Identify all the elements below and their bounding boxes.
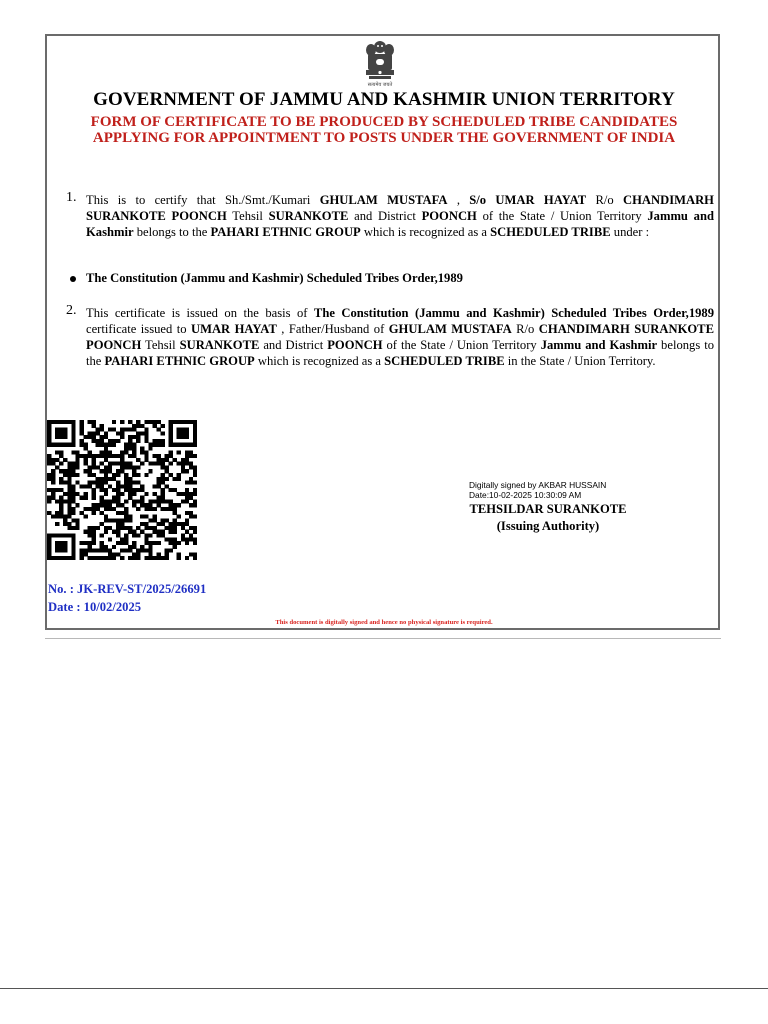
qr-code-icon	[47, 420, 197, 560]
paragraph-1-number: 1.	[66, 190, 77, 205]
certificate-number: No. : JK-REV-ST/2025/26691	[48, 582, 207, 596]
candidate-relation: S/o UMAR HAYAT	[469, 193, 587, 207]
subtitle-line-1: FORM OF CERTIFICATE TO BE PRODUCED BY SCHEDULED TRIBE CANDIDATES	[90, 114, 678, 130]
signed-by-text: Digitally signed by AKBAR HUSSAIN	[469, 480, 607, 490]
digital-signature-info	[469, 480, 606, 500]
paragraph-2-number: 2.	[66, 303, 77, 318]
certificate-date: Date : 10/02/2025	[48, 600, 142, 614]
basis-order: The Constitution (Jammu and Kashmir) Scheduled Tribes Order,1989	[313, 306, 715, 320]
paragraph-2: This certificate is issued on the basis of The Constitution (Jammu and Kashmir) Scheduled Tribes Order,1989 certificate issued to UMAR HAYAT , Father/Husband of GHULAM MUSTAFA R/o CHANDIMARH SURANKOTE POONCH Tehsil SURANKOTE and District POONCH of the State / Union Territory Jammu and Kashmir belongs to the PAHARI ETHNIC GROUP which is recognized as a SCHEDULED TRIBE in the State / Union Territory.	[86, 306, 715, 368]
candidate-district: POONCH	[421, 209, 477, 223]
digital-signature-note: This document is digitally signed and hence no physical signature is required.	[275, 619, 493, 626]
tribes-order: The Constitution (Jammu and Kashmir) Scheduled Tribes Order,1989	[86, 271, 463, 285]
paragraph-1: This is to certify that Sh./Smt./Kumari GHULAM MUSTAFA , S/o UMAR HAYAT R/o CHANDIMARH SURANKOTE POONCH Tehsil SURANKOTE and District POONCH of the State / Union Territory Jammu and Kashmir belongs to the PAHARI ETHNIC GROUP which is recognized as a SCHEDULED TRIBE under :	[86, 193, 714, 239]
certificate-subtitle	[0, 114, 768, 146]
district-2: POONCH	[327, 338, 383, 352]
government-title: GOVERNMENT OF JAMMU AND KASHMIR UNION TERRITORY	[93, 89, 675, 110]
issuing-authority	[448, 501, 648, 535]
authority-office: TEHSILDAR SURANKOTE	[469, 502, 627, 516]
candidate-name: GHULAM MUSTAFA	[319, 193, 448, 207]
tehsil-2: SURANKOTE	[179, 338, 260, 352]
national-emblem-icon	[360, 38, 400, 88]
separator-line	[45, 638, 721, 639]
candidate-residence: CHANDIMARH SURANKOTE POONCH	[86, 193, 714, 223]
emblem-caption: सत्यमेव जयते	[367, 82, 393, 88]
tribe-category: SCHEDULED TRIBE	[490, 225, 611, 239]
ward-name: GHULAM MUSTAFA	[388, 322, 512, 336]
issued-to-name: UMAR HAYAT	[190, 322, 277, 336]
signed-date-text: Date:10-02-2025 10:30:09 AM	[469, 490, 582, 500]
subtitle-line-2: APPLYING FOR APPOINTMENT TO POSTS UNDER THE GOVERNMENT OF INDIA	[92, 130, 676, 146]
union-territory-2: Jammu and Kashmir	[540, 338, 658, 352]
page-bottom-line	[0, 988, 768, 989]
ethnic-group-2: PAHARI ETHNIC GROUP	[104, 354, 255, 368]
authority-role: (Issuing Authority)	[496, 519, 600, 533]
bullet-icon	[70, 276, 76, 282]
ethnic-group: PAHARI ETHNIC GROUP	[210, 225, 361, 239]
union-territory: Jammu and Kashmir	[86, 209, 714, 239]
tribe-category-2: SCHEDULED TRIBE	[384, 354, 505, 368]
residence-2: CHANDIMARH SURANKOTE POONCH	[86, 322, 714, 352]
candidate-tehsil: SURANKOTE	[268, 209, 349, 223]
